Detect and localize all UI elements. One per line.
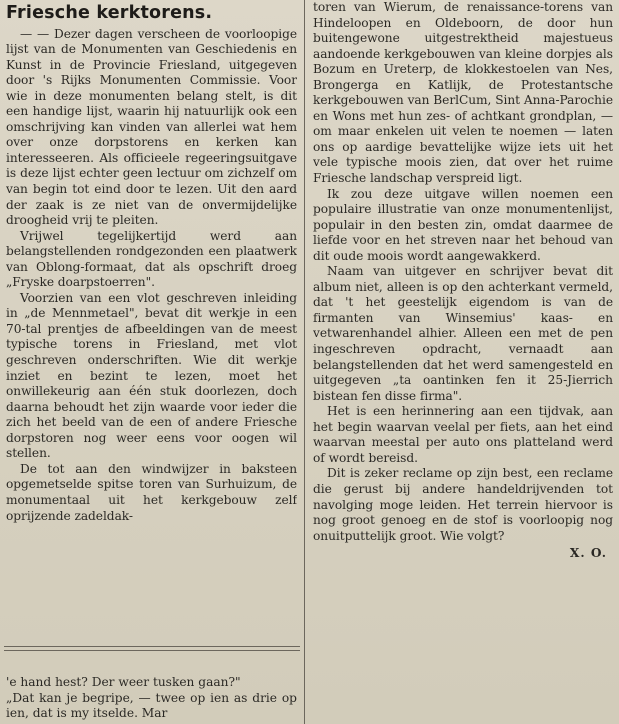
article-paragraph: Ik zou deze uitgave willen noemen een populaire illustratie van onze monumentenlijst, populair in den besten zin, omdat daarmee de liefde voor en het streven naar het behoud van dit oude moois wordt aangewakkerd. (313, 186, 613, 263)
author-signature: X. O. (569, 546, 607, 561)
article-paragraph: De tot aan den windwijzer in baksteen opgemetselde spitse toren van Surhuizum, de monumentaal uit het kerkgebouw zelf oprijzende zadeldak- (6, 461, 297, 523)
fragment-line: „Dat kan je begripe, — twee op ien as drie op ien, dat is my itselde. Mar (6, 690, 297, 720)
section-divider-rule (4, 650, 300, 651)
article-left-column (6, 0, 297, 640)
column-divider (304, 0, 305, 724)
article-paragraph: Dit is zeker reclame op zijn best, een reclame die gerust bij andere handeldrijvenden tot navolging moge leiden. Het terrein hiervoor is nog groot genoeg en de stof is voorloopig nog onuitputtelijk groot. Wie volgt? (313, 466, 613, 543)
fragment-line: 'e hand hest? Der weer tusken gaan?" (6, 675, 241, 689)
article-paragraph: — — Dezer dagen verscheen de voorloopige lijst van de Monumenten van Geschiedenis en Kunst in de Provincie Friesland, uitgegeven door 's Rijks Monumenten Commissie. Voor wie in deze monumenten belang stelt, is dit een handige lijst, waarin hij natuurlijk ook een omschrijving kan vinden van allerlei wat hem over onze dorpstorens en kerken kan interesseeren. Als officieele regeeringsuitgave is deze lijst echter geen lectuur om zichzelf om van begin tot eind door te lezen. Uit den aard der zaak is ze niet van de onvermijdelijke droogheid vrij te pleiten. (6, 26, 297, 228)
article-headline: Friesche kerktorens. (6, 3, 213, 23)
article-paragraph: Vrijwel tegelijkertijd werd aan belangstellenden rondgezonden een plaatwerk van Oblong-formaat, dat als opschrift droeg „Fryske doarpstoerren". (6, 228, 297, 290)
next-article-fragment (6, 675, 297, 724)
section-divider-rule (4, 646, 300, 647)
article-right-column (313, 0, 613, 724)
article-paragraph: Het is een herinnering aan een tijdvak, aan het begin waarvan veelal per fiets, aan het eind waarvan meestal per auto ons platteland werd of wordt bereisd. (313, 404, 613, 465)
article-paragraph-continued: toren van Wierum, de renaissance-torens van Hindeloopen en Oldeboorn, de door hun buitengewone uitgestrektheid majestueus aandoende kerkgebouwen van kleine dorpjes als Bozum en Ureterp, de klokkestoelen van Nes, Brongerga en Katlijk, de Protestantsche kerkgebouwen van BerlCum, Sint Anna-Parochie en Wons met hun zes- of achtkant grondplan, — om maar enkelen uit velen te noemen — laten ons op aardige bevattelijke wijze iets uit het vele typische moois zien, dat over het ruime Friesche landschap verspreid ligt. (313, 0, 613, 186)
article-paragraph: Naam van uitgever en schrijver bevat dit album niet, alleen is op den achterkant vermeld, dat 't het geestelijk eigendom is van de firmanten van Winsemius' kaas- en vetwarenhandel alhier. Alleen een met de pen ingeschreven opdracht, vernaadt aan belangstellenden dat het werd samengesteld en uitgegeven „ta oantinken fen it 25-Jierrich bistean fen disse firma". (313, 264, 613, 403)
article-paragraph: Voorzien van een vlot geschreven inleiding in „de Mennmetael", bevat dit werkje in een 70-tal prentjes de afbeeldingen van de meest typische torens in Friesland, met vlot geschreven onderschriften. Wie dit werkje inziet en bezint te lezen, moet het onwillekeurig aan één stuk doorlezen, doch daarna behoudt het zijn waarde voor ieder die zich het beeld van de een of andere Friesche dorpstoren nog weer eens voor oogen wil stellen. (6, 290, 297, 461)
